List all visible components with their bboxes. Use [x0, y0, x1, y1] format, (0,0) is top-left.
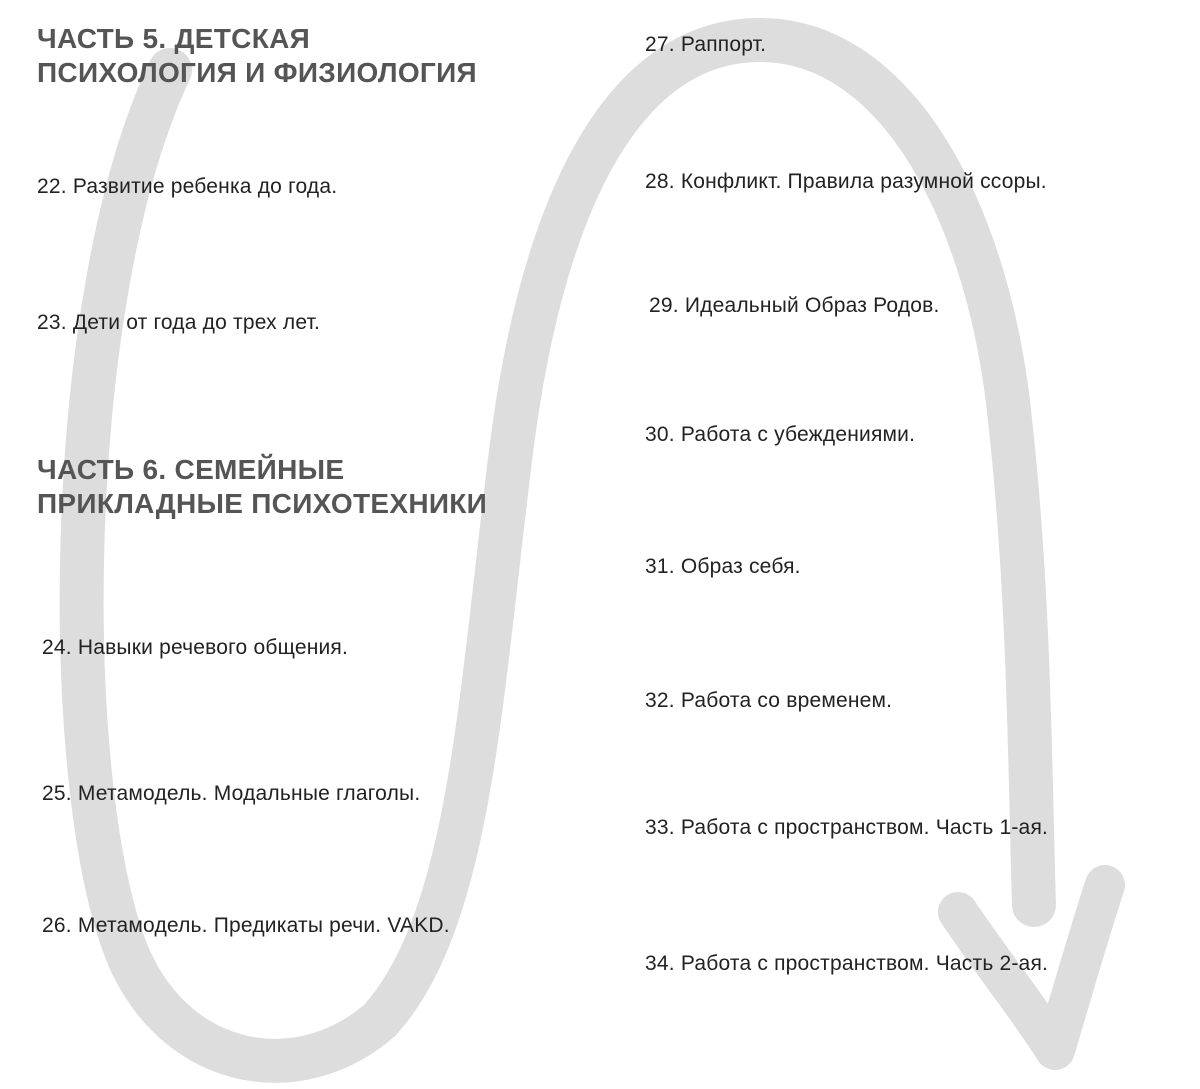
lesson-34: 34. Работа с пространством. Часть 2-ая. [645, 952, 1049, 975]
lesson-30: 30. Работа с убеждениями. [645, 423, 916, 446]
part-5-heading-line-1: ЧАСТЬ 5. ДЕТСКАЯ [37, 23, 311, 54]
lesson-27: 27. Раппорт. [645, 33, 767, 56]
part-6-heading-line-1: ЧАСТЬ 6. СЕМЕЙНЫЕ [37, 454, 345, 485]
lesson-22: 22. Развитие ребенка до года. [37, 175, 338, 198]
lesson-23: 23. Дети от года до трех лет. [37, 311, 321, 334]
lesson-31: 31. Образ себя. [645, 555, 801, 578]
part-5-heading-line-2: ПСИХОЛОГИЯ И ФИЗИОЛОГИЯ [37, 57, 477, 88]
lesson-32: 32. Работа со временем. [645, 689, 893, 712]
part-6-heading-line-2: ПРИКЛАДНЫЕ ПСИХОТЕХНИКИ [37, 488, 488, 519]
lesson-26: 26. Метамодель. Предикаты речи. VAKD. [42, 914, 450, 937]
part-6-heading [37, 453, 487, 521]
part-5-heading [37, 22, 477, 90]
lesson-28: 28. Конфликт. Правила разумной ссоры. [645, 170, 1047, 193]
lesson-33: 33. Работа с пространством. Часть 1-ая. [645, 816, 1049, 839]
lesson-29: 29. Идеальный Образ Родов. [649, 294, 940, 317]
lesson-25: 25. Метамодель. Модальные глаголы. [42, 782, 421, 805]
lesson-24: 24. Навыки речевого общения. [42, 636, 349, 659]
